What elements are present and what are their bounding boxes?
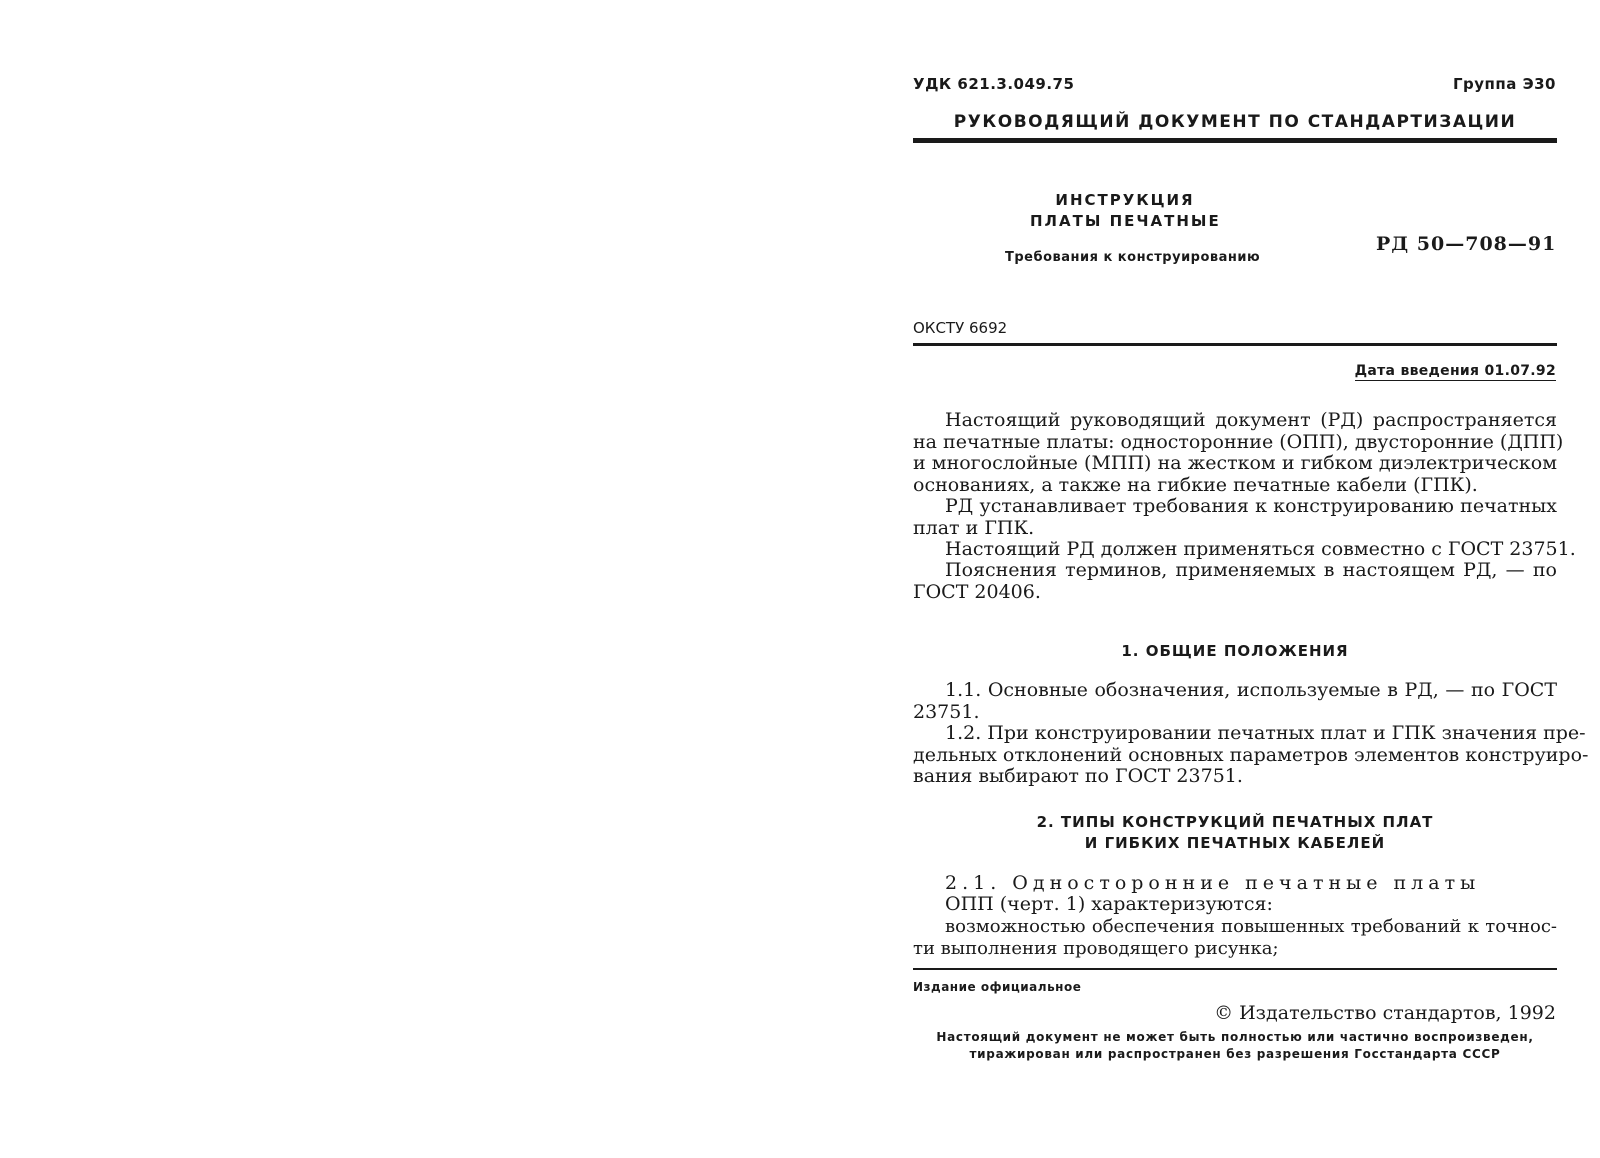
copyright-notice: © Издательство стандартов, 1992	[1214, 1002, 1556, 1024]
intro-paragraph-4	[913, 560, 1557, 603]
text-line: 1.1. Основные обозначения, используемые в РД, — по ГОСТ	[945, 679, 1557, 701]
text-line: 1.2. При конструировании печатных плат и ГПК значения пре-	[945, 722, 1586, 744]
text-line: Пояснения терминов, применяемых в настоящем РД, — по	[945, 559, 1557, 581]
text-line: и многослойные (МПП) на жестком и гибком диэлектрическом	[913, 452, 1557, 474]
section-1-paragraph-2	[913, 722, 1589, 788]
section-2-heading-line-2: И ГИБКИХ ПЕЧАТНЫХ КАБЕЛЕЙ	[1084, 834, 1386, 852]
text-line: 23751.	[913, 700, 980, 723]
intro-paragraph-2	[913, 496, 1557, 539]
reproduction-notice-line-2: тиражирован или распространен без разрешения Госстандарта СССР	[969, 1047, 1501, 1061]
text-line: на печатные платы: односторонние (ОПП), двусторонние (ДПП)	[913, 430, 1564, 453]
section-2-paragraph-2	[913, 916, 1557, 959]
text-line: Настоящий РД должен применяться совместно с ГОСТ 23751.	[945, 538, 1576, 560]
header-rule	[913, 138, 1557, 143]
document-designation: РД 50—708—91	[1376, 233, 1557, 255]
title-subtitle: Требования к конструированию	[1005, 250, 1261, 265]
title-line-2: ПЛАТЫ ПЕЧАТНЫЕ	[1030, 212, 1221, 230]
intro-paragraph-3	[913, 538, 1576, 561]
edition-note: Издание официальное	[913, 980, 1082, 994]
reproduction-notice-line-1: Настоящий документ не может быть полностью или частично воспроизведен,	[936, 1030, 1534, 1044]
text-line: ОПП (черт. 1) характеризуются:	[945, 893, 1273, 915]
udk-code: УДК 621.3.049.75	[913, 75, 1075, 93]
subsection-2-1-heading: 2.1. Односторонние печатные платы	[945, 872, 1481, 894]
text-line: РД устанавливает требования к конструированию печатных	[945, 495, 1557, 517]
text-line: основаниях, а также на гибкие печатные кабели (ГПК).	[913, 473, 1478, 496]
title-rule	[913, 343, 1557, 346]
section-1-paragraph-1	[913, 680, 1557, 723]
text-line: возможностью обеспечения повышенных требований к точнос-	[945, 916, 1557, 937]
section-2-heading-line-1: 2. ТИПЫ КОНСТРУКЦИЙ ПЕЧАТНЫХ ПЛАТ	[1036, 813, 1434, 831]
text-line: ГОСТ 20406.	[913, 580, 1041, 603]
text-line: вания выбирают по ГОСТ 23751.	[913, 765, 1243, 787]
title-line-1: ИНСТРУКЦИЯ	[1055, 191, 1195, 209]
text-line: ти выполнения проводящего рисунка;	[913, 937, 1279, 959]
document-type: РУКОВОДЯЩИЙ ДОКУМЕНТ ПО СТАНДАРТИЗАЦИИ	[953, 112, 1517, 132]
group-code: Группа Э30	[1452, 75, 1556, 93]
footer-rule	[913, 968, 1557, 970]
section-1-heading: 1. ОБЩИЕ ПОЛОЖЕНИЯ	[1121, 642, 1349, 660]
intro-paragraph-1	[913, 409, 1564, 496]
text-line: дельных отклонений основных параметров элементов конструиро-	[913, 743, 1589, 766]
text-line: плат и ГПК.	[913, 516, 1035, 539]
section-2-paragraph-1	[913, 894, 1557, 916]
text-line: Настоящий руководящий документ (РД) распространяется	[945, 409, 1557, 431]
introduction-date: Дата введения 01.07.92	[1354, 363, 1556, 379]
oksty-code: ОКСТУ 6692	[913, 319, 1008, 337]
